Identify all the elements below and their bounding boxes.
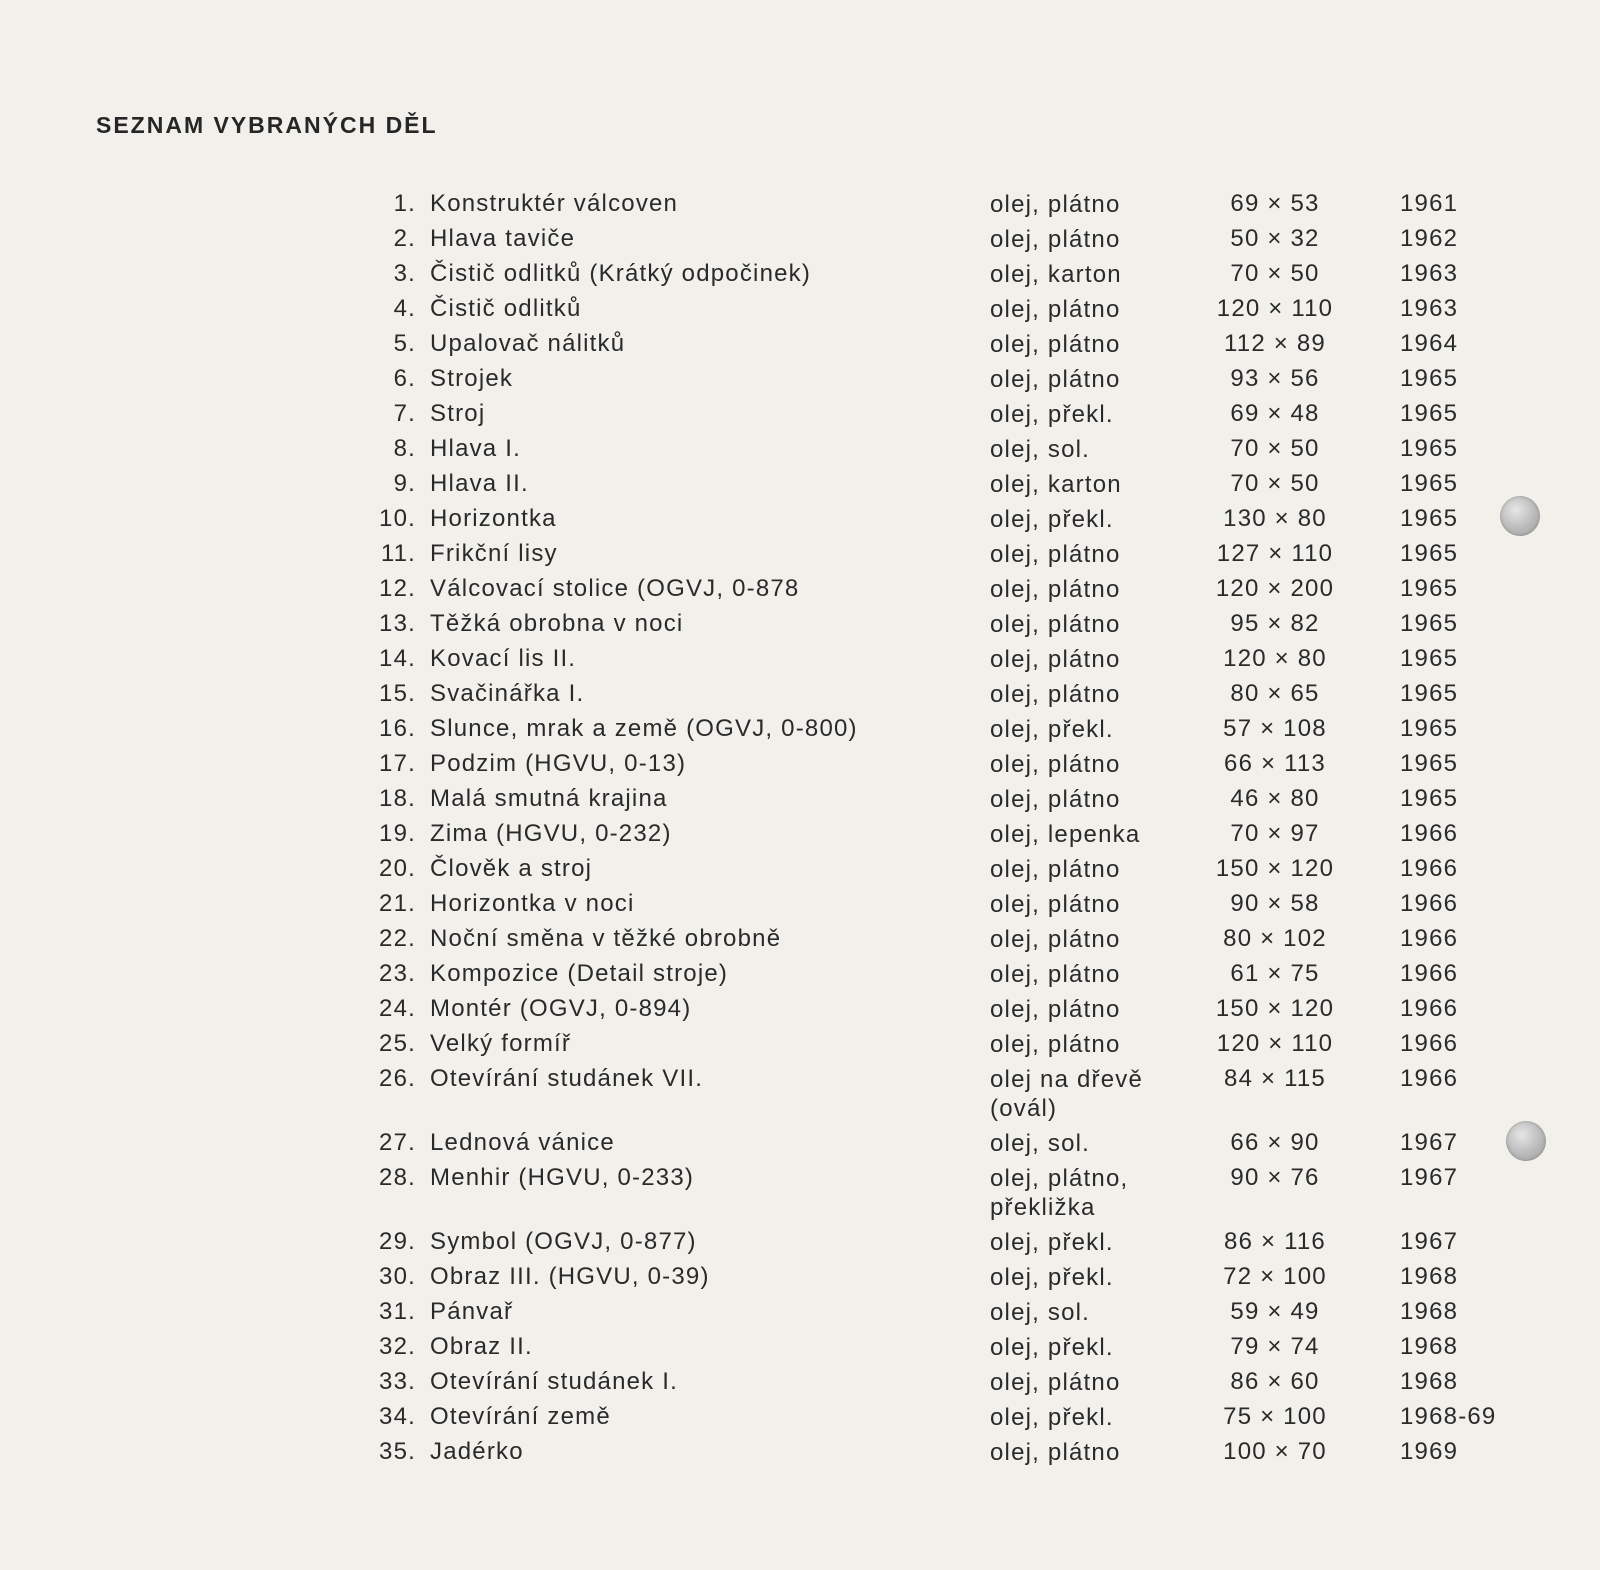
work-dimensions: 127 × 110: [1216, 540, 1334, 567]
work-number: 17.: [379, 750, 416, 777]
work-year: 1965: [1400, 645, 1459, 672]
work-dimensions: 86 × 60: [1230, 1368, 1320, 1395]
work-title: Kompozice (Detail stroje): [430, 960, 729, 987]
work-row: [360, 1298, 1540, 1333]
work-dimensions: 86 × 116: [1224, 1228, 1326, 1255]
work-year: 1966: [1400, 960, 1459, 987]
work-technique: olej, karton: [990, 471, 1122, 498]
work-title: Horizontka: [430, 505, 557, 532]
work-row: [360, 680, 1540, 715]
work-title: Pánvař: [430, 1298, 514, 1325]
work-technique: olej, plátno: [990, 996, 1121, 1023]
work-year: 1965: [1400, 785, 1459, 812]
work-row: [360, 855, 1540, 890]
work-technique: olej, plátno: [990, 786, 1121, 813]
work-number: 16.: [379, 715, 416, 742]
work-number: 1.: [393, 190, 416, 217]
work-dimensions: 90 × 76: [1230, 1164, 1320, 1191]
work-technique: olej, plátno: [990, 576, 1121, 603]
work-title: Frikční lisy: [430, 540, 558, 567]
work-row: [360, 610, 1540, 645]
work-dimensions: 75 × 100: [1223, 1403, 1327, 1430]
work-year: 1967: [1400, 1228, 1459, 1255]
work-dimensions: 120 × 110: [1216, 1030, 1334, 1057]
work-row: [360, 470, 1540, 505]
work-dimensions: 80 × 102: [1223, 925, 1327, 952]
work-number: 15.: [379, 680, 416, 707]
work-title: Čistič odlitků: [430, 295, 582, 322]
work-technique: olej, překl.: [990, 401, 1114, 428]
work-title: Obraz III. (HGVU, 0-39): [430, 1263, 710, 1290]
work-year: 1968: [1400, 1298, 1459, 1325]
work-dimensions: 66 × 90: [1230, 1129, 1320, 1156]
work-title: Jadérko: [430, 1438, 524, 1465]
work-number: 13.: [379, 610, 416, 637]
work-row: [360, 820, 1540, 855]
work-number: 18.: [379, 785, 416, 812]
work-dimensions: 70 × 50: [1230, 260, 1320, 287]
work-year: 1969: [1400, 1438, 1459, 1465]
work-number: 24.: [379, 995, 416, 1022]
work-number: 3.: [393, 260, 416, 287]
work-year: 1965: [1400, 400, 1459, 427]
work-row: [360, 575, 1540, 610]
work-number: 8.: [393, 435, 416, 462]
work-dimensions: 59 × 49: [1230, 1298, 1320, 1325]
work-row: [360, 925, 1540, 960]
work-year: 1966: [1400, 925, 1459, 952]
work-technique: olej, plátno: [990, 1439, 1121, 1466]
work-row: [360, 1368, 1540, 1403]
work-title: Zima (HGVU, 0-232): [430, 820, 672, 847]
work-title: Stroj: [430, 400, 486, 427]
work-number: 6.: [393, 365, 416, 392]
work-dimensions: 150 × 120: [1215, 855, 1335, 882]
work-title: Montér (OGVJ, 0-894): [430, 995, 692, 1022]
work-technique: olej, karton: [990, 261, 1122, 288]
work-number: 29.: [379, 1228, 416, 1255]
work-year: 1966: [1400, 995, 1459, 1022]
work-year: 1965: [1400, 435, 1459, 462]
work-title: Strojek: [430, 365, 514, 392]
work-dimensions: 66 × 113: [1224, 750, 1326, 777]
work-year: 1965: [1400, 750, 1459, 777]
work-row: [360, 715, 1540, 750]
work-technique: olej, plátno: [990, 226, 1121, 253]
work-technique: olej, plátno: [990, 751, 1121, 778]
work-title: Podzim (HGVU, 0-13): [430, 750, 687, 777]
work-year: 1965: [1400, 575, 1459, 602]
work-row: [360, 750, 1540, 785]
work-year: 1965: [1400, 365, 1459, 392]
work-technique: olej, sol.: [990, 436, 1091, 463]
work-row: [360, 1438, 1540, 1473]
work-title: Těžká obrobna v noci: [430, 610, 684, 637]
work-row: [360, 330, 1540, 365]
work-year: 1967: [1400, 1164, 1459, 1191]
work-row: [360, 1065, 1540, 1129]
work-dimensions: 61 × 75: [1230, 960, 1320, 987]
work-year: 1964: [1400, 330, 1459, 357]
work-title: Horizontka v noci: [430, 890, 635, 917]
work-number: 12.: [379, 575, 416, 602]
work-technique: olej, plátno: [990, 856, 1121, 883]
work-title: Svačinářka I.: [430, 680, 585, 707]
work-title: Velký formíř: [430, 1030, 572, 1057]
work-title: Malá smutná krajina: [430, 785, 668, 812]
work-year: 1966: [1400, 855, 1459, 882]
work-dimensions: 79 × 74: [1230, 1333, 1320, 1360]
work-year: 1967: [1400, 1129, 1459, 1156]
work-number: 11.: [380, 540, 416, 567]
work-row: [360, 1030, 1540, 1065]
work-dimensions: 84 × 115: [1224, 1065, 1326, 1092]
work-year: 1966: [1400, 890, 1459, 917]
work-number: 23.: [379, 960, 416, 987]
work-dimensions: 70 × 50: [1230, 470, 1320, 497]
work-row: [360, 190, 1540, 225]
work-title: Obraz II.: [430, 1333, 533, 1360]
work-row: [360, 260, 1540, 295]
work-technique: olej, překl.: [990, 1404, 1114, 1431]
work-row: [360, 1333, 1540, 1368]
work-dimensions: 93 × 56: [1230, 365, 1320, 392]
works-list: [360, 190, 1540, 1473]
work-year: 1966: [1400, 1030, 1459, 1057]
work-title: Lednová vánice: [430, 1129, 615, 1156]
work-year: 1968: [1400, 1368, 1459, 1395]
work-row: [360, 400, 1540, 435]
work-row: [360, 995, 1540, 1030]
work-number: 35.: [379, 1438, 416, 1465]
work-number: 28.: [379, 1164, 416, 1191]
work-dimensions: 70 × 50: [1230, 435, 1320, 462]
work-title: Válcovací stolice (OGVJ, 0-878: [430, 575, 800, 602]
work-technique: olej, plátno, překližka: [990, 1165, 1129, 1221]
punch-hole: [1500, 496, 1540, 536]
work-number: 30.: [379, 1263, 416, 1290]
work-number: 2.: [393, 225, 416, 252]
work-technique: olej, plátno: [990, 366, 1121, 393]
work-title: Hlava I.: [430, 435, 521, 462]
work-number: 10.: [379, 505, 416, 532]
work-title: Otevírání země: [430, 1403, 611, 1430]
work-row: [360, 960, 1540, 995]
work-row: [360, 1129, 1540, 1164]
work-row: [360, 435, 1540, 470]
work-title: Kovací lis II.: [430, 645, 577, 672]
work-dimensions: 69 × 48: [1230, 400, 1320, 427]
work-dimensions: 150 × 120: [1215, 995, 1335, 1022]
work-year: 1965: [1400, 540, 1459, 567]
work-year: 1965: [1400, 610, 1459, 637]
work-technique: olej, plátno: [990, 681, 1121, 708]
work-row: [360, 505, 1540, 540]
work-number: 7.: [393, 400, 416, 427]
work-row: [360, 1164, 1540, 1228]
work-dimensions: 46 × 80: [1230, 785, 1320, 812]
work-number: 5.: [393, 330, 416, 357]
work-dimensions: 69 × 53: [1230, 190, 1320, 217]
work-row: [360, 1228, 1540, 1263]
work-row: [360, 890, 1540, 925]
work-year: 1966: [1400, 820, 1459, 847]
work-row: [360, 645, 1540, 680]
work-title: Hlava II.: [430, 470, 529, 497]
work-year: 1965: [1400, 680, 1459, 707]
work-number: 31.: [379, 1298, 416, 1325]
page-title: SEZNAM VYBRANÝCH DĚL: [96, 112, 438, 138]
work-year: 1961: [1400, 190, 1459, 217]
work-technique: olej, plátno: [990, 646, 1121, 673]
work-number: 21.: [379, 890, 416, 917]
work-technique: olej, plátno: [990, 331, 1121, 358]
work-title: Otevírání studánek VII.: [430, 1065, 704, 1092]
work-dimensions: 50 × 32: [1230, 225, 1320, 252]
work-technique: olej, sol.: [990, 1130, 1091, 1157]
work-number: 4.: [393, 295, 416, 322]
work-dimensions: 120 × 200: [1215, 575, 1335, 602]
work-technique: olej, překl.: [990, 506, 1114, 533]
work-year: 1968: [1400, 1333, 1459, 1360]
work-number: 14.: [379, 645, 416, 672]
work-technique: olej na dřevě (ovál): [990, 1066, 1144, 1122]
work-title: Noční směna v těžké obrobně: [430, 925, 782, 952]
work-number: 27.: [379, 1129, 416, 1156]
work-title: Symbol (OGVJ, 0-877): [430, 1228, 697, 1255]
work-technique: olej, překl.: [990, 1264, 1114, 1291]
work-dimensions: 57 × 108: [1223, 715, 1327, 742]
work-dimensions: 100 × 70: [1223, 1438, 1327, 1465]
work-number: 25.: [379, 1030, 416, 1057]
work-technique: olej, plátno: [990, 541, 1121, 568]
work-technique: olej, plátno: [990, 961, 1121, 988]
work-number: 34.: [379, 1403, 416, 1430]
work-dimensions: 120 × 110: [1216, 295, 1334, 322]
work-year: 1965: [1400, 470, 1459, 497]
work-technique: olej, překl.: [990, 1334, 1114, 1361]
work-number: 32.: [379, 1333, 416, 1360]
work-number: 9.: [393, 470, 416, 497]
work-dimensions: 90 × 58: [1230, 890, 1320, 917]
work-year: 1965: [1400, 505, 1459, 532]
work-technique: olej, plátno: [990, 611, 1121, 638]
work-title: Otevírání studánek I.: [430, 1368, 678, 1395]
work-dimensions: 130 × 80: [1223, 505, 1327, 532]
work-technique: olej, lepenka: [990, 821, 1141, 848]
work-row: [360, 225, 1540, 260]
work-dimensions: 80 × 65: [1230, 680, 1320, 707]
work-technique: olej, plátno: [990, 296, 1121, 323]
work-row: [360, 785, 1540, 820]
work-title: Konstruktér válcoven: [430, 190, 679, 217]
work-number: 20.: [379, 855, 416, 882]
work-year: 1963: [1400, 260, 1459, 287]
work-dimensions: 95 × 82: [1230, 610, 1320, 637]
work-row: [360, 1403, 1540, 1438]
work-dimensions: 72 × 100: [1223, 1263, 1327, 1290]
work-row: [360, 295, 1540, 330]
work-row: [360, 1263, 1540, 1298]
work-technique: olej, plátno: [990, 891, 1121, 918]
work-number: 19.: [379, 820, 416, 847]
work-dimensions: 70 × 97: [1230, 820, 1320, 847]
work-title: Upalovač nálitků: [430, 330, 626, 357]
work-technique: olej, plátno: [990, 1369, 1121, 1396]
work-technique: olej, plátno: [990, 191, 1121, 218]
work-technique: olej, překl.: [990, 1229, 1114, 1256]
work-row: [360, 365, 1540, 400]
work-technique: olej, překl.: [990, 716, 1114, 743]
work-year: 1963: [1400, 295, 1459, 322]
work-technique: olej, plátno: [990, 1031, 1121, 1058]
work-number: 26.: [379, 1065, 416, 1092]
work-dimensions: 120 × 80: [1223, 645, 1327, 672]
punch-hole: [1506, 1121, 1546, 1161]
work-year: 1966: [1400, 1065, 1459, 1092]
work-technique: olej, sol.: [990, 1299, 1091, 1326]
work-dimensions: 112 × 89: [1224, 330, 1326, 357]
work-number: 22.: [379, 925, 416, 952]
work-title: Menhir (HGVU, 0-233): [430, 1164, 695, 1191]
work-year: 1968-69: [1400, 1403, 1497, 1430]
work-year: 1965: [1400, 715, 1459, 742]
work-title: Člověk a stroj: [430, 855, 593, 882]
work-title: Slunce, mrak a země (OGVJ, 0-800): [430, 715, 858, 742]
work-year: 1962: [1400, 225, 1459, 252]
work-year: 1968: [1400, 1263, 1459, 1290]
work-row: [360, 540, 1540, 575]
work-technique: olej, plátno: [990, 926, 1121, 953]
work-title: Čistič odlitků (Krátký odpočinek): [430, 260, 812, 287]
work-number: 33.: [379, 1368, 416, 1395]
work-title: Hlava taviče: [430, 225, 576, 252]
